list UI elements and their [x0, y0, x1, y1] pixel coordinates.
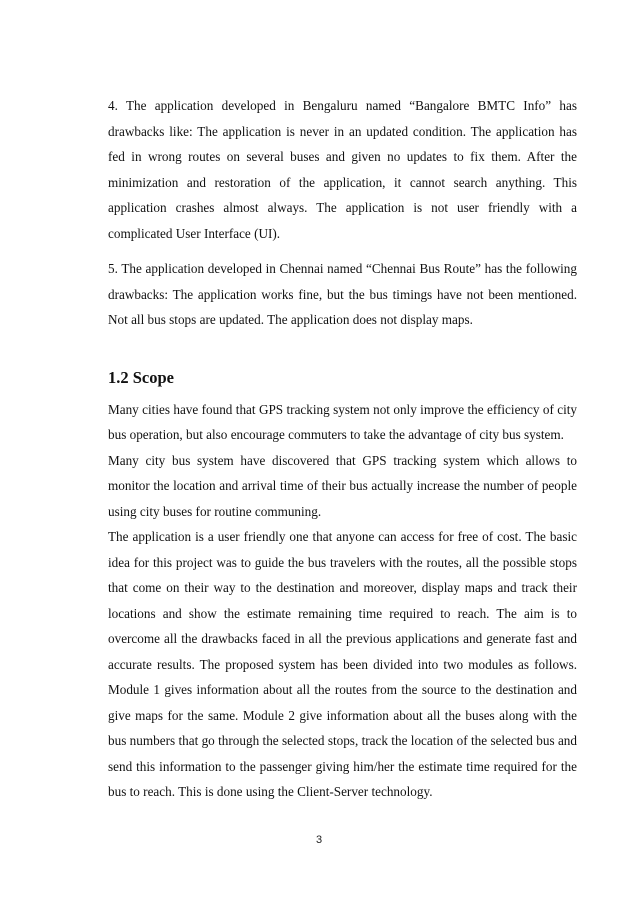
scope-paragraph-2: Many city bus system have discovered that GPS tracking system which allows to monitor the location and arrival time of their bus actually increase the number of people using city buses for routine communing.: [108, 452, 577, 519]
page-number: 3: [315, 834, 323, 846]
drawback-item-5: 5. The application developed in Chennai named “Chennai Bus Route” has the following drawbacks: The application works fine, but the bus timings have not been mentioned. Not all bus stops are updated. The application does not display maps.: [108, 261, 577, 327]
page-content: [108, 93, 577, 805]
scope-paragraph-1: Many cities have found that GPS tracking system not only improve the efficiency of city bus operation, but also encourage commuters to take the advantage of city bus system.: [108, 401, 577, 442]
section-heading-scope: 1.2 Scope: [108, 367, 174, 387]
scope-paragraph-3: The application is a user friendly one that anyone can access for free of cost. The basic idea for this project was to guide the bus travelers with the routes, all the possible stops that come on their way to the destination and moreover, display maps and track their locations and show the estimate remaining time required to reach. The aim is to overcome all the drawbacks faced in all the previous applications and generate fast and accurate results. The proposed system has been divided into two modules as follows. Module 1 gives information about all the routes from the source to the destination and give maps for the same. Module 2 give information about all the buses along with the bus numbers that go through the selected stops, track the location of the selected bus and send this information to the passenger giving him/her the estimate time required for the bus to reach. This is done using the Client-Server technology.: [108, 529, 577, 799]
drawback-item-4: 4. The application developed in Bengaluru named “Bangalore BMTC Info” has drawbacks like: The application is never in an updated condition. The application has fed in wrong routes on several buses and given no updates to fix them. After the minimization and restoration of the application, it cannot search anything. This application crashes almost always. The application is not user friendly with a complicated User Interface (UI).: [108, 98, 577, 241]
